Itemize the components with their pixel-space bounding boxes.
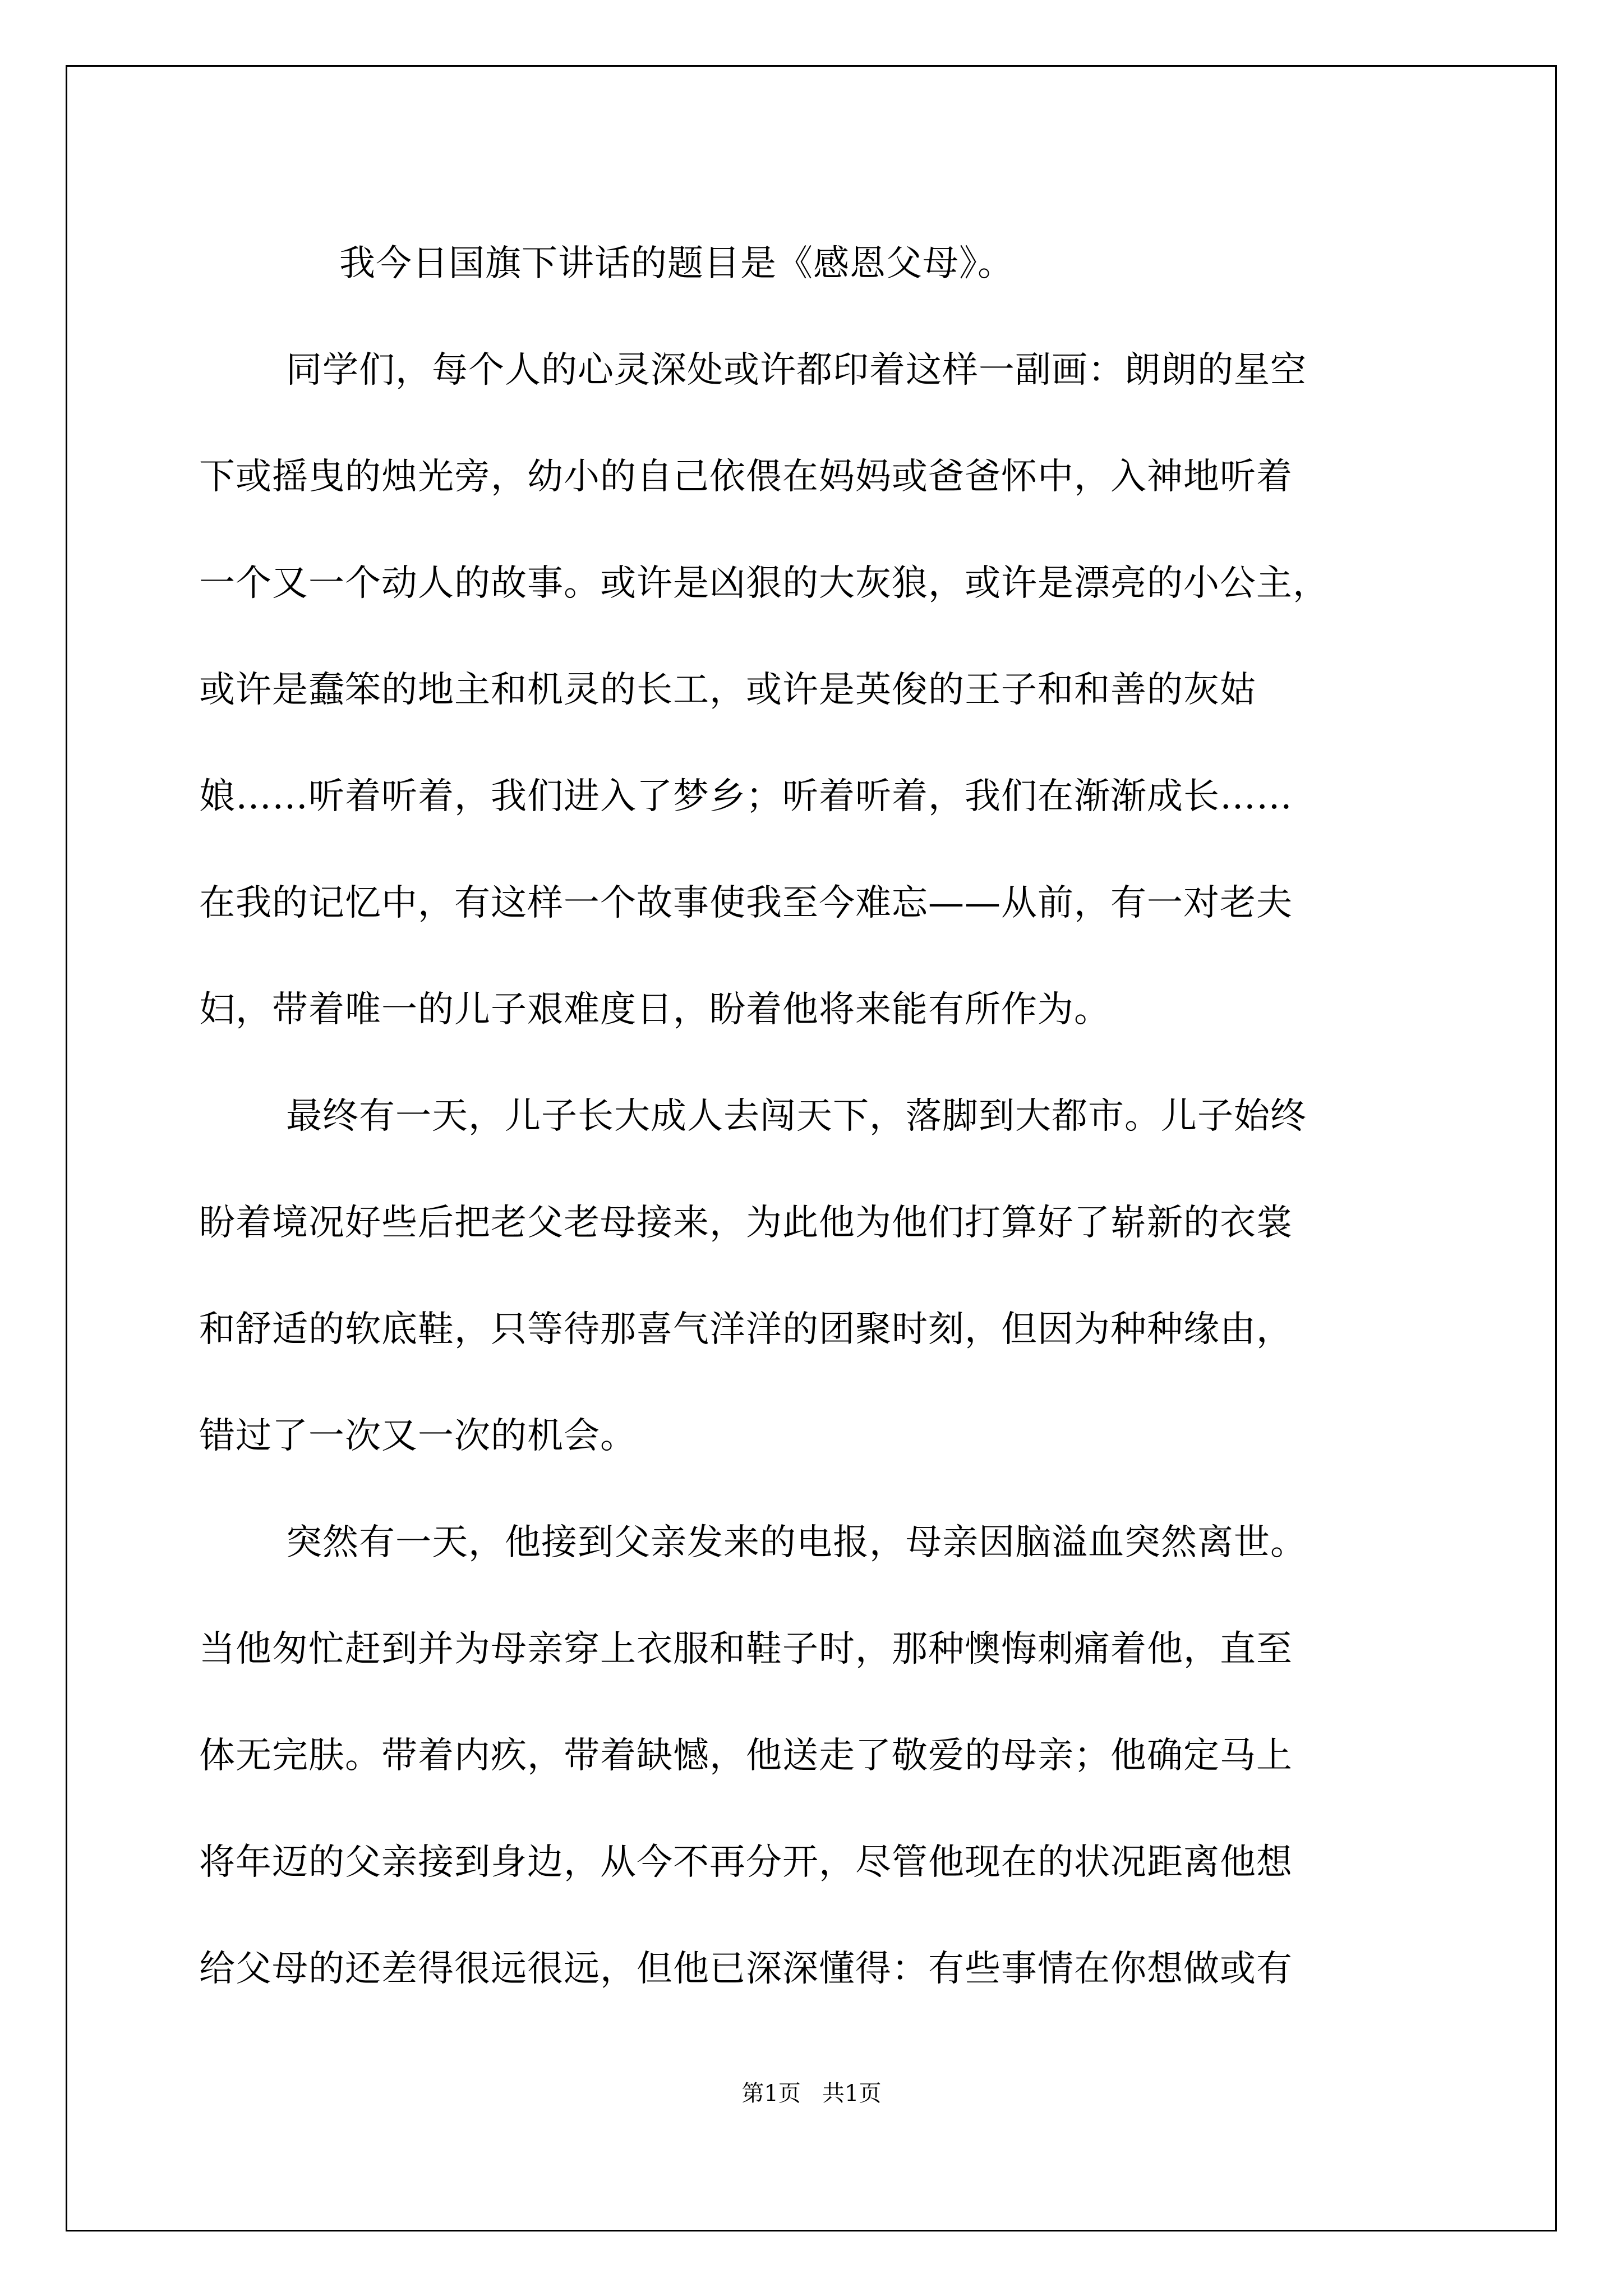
paragraph-3-line-2: 盼着境况好些后把老父老母接来，为此他为他们打算好了崭新的衣裳 (199, 1202, 1293, 1244)
paragraph-2-line-7: 妇，带着唯一的儿子艰难度日，盼着他将来能有所作为。 (199, 989, 1110, 1030)
paragraph-2-line-4: 或许是蠢笨的地主和机灵的长工，或许是英俊的王子和和善的灰姑 (199, 669, 1256, 711)
paragraph-1-line-1: 我今日国旗下讲话的题目是《感恩父母》。 (339, 243, 1014, 284)
paragraph-3-line-3: 和舒适的软底鞋，只等待那喜气洋洋的团聚时刻，但因为种种缘由， (199, 1309, 1293, 1350)
paragraph-3-line-4: 错过了一次又一次的机会。 (199, 1415, 637, 1457)
paragraph-4-line-5: 给父母的还差得很远很远，但他已深深懂得：有些事情在你想做或有 (199, 1948, 1293, 1990)
paragraph-2-line-2: 下或摇曳的烛光旁，幼小的自己依偎在妈妈或爸爸怀中，入神地听着 (199, 456, 1293, 498)
paragraph-4-line-4: 将年迈的父亲接到身边，从今不再分开，尽管他现在的状况距离他想 (199, 1842, 1293, 1883)
paragraph-2-line-1: 同学们，每个人的心灵深处或许都印着这样一副画：朗朗的星空 (286, 349, 1307, 391)
paragraph-2-line-3: 一个又一个动人的故事。或许是凶狠的大灰狼，或许是漂亮的小公主， (199, 563, 1329, 604)
document-body (199, 210, 1433, 2022)
page-footer: 第1页 共1页 (741, 2081, 882, 2106)
paragraph-3-line-1: 最终有一天，儿子长大成人去闯天下，落脚到大都市。儿子始终 (286, 1096, 1307, 1137)
paragraph-2-line-5: 娘……听着听着，我们进入了梦乡；听着听着，我们在渐渐成长…… (199, 776, 1293, 817)
paragraph-4-line-1: 突然有一天，他接到父亲发来的电报，母亲因脑溢血突然离世。 (286, 1522, 1307, 1563)
paragraph-2-line-6: 在我的记忆中，有这样一个故事使我至今难忘——从前，有一对老夫 (199, 882, 1293, 924)
paragraph-4-line-3: 体无完肤。带着内疚，带着缺憾，他送走了敬爱的母亲；他确定马上 (199, 1735, 1293, 1777)
paragraph-4-line-2: 当他匆忙赶到并为母亲穿上衣服和鞋子时，那种懊悔刺痛着他，直至 (199, 1628, 1293, 1670)
